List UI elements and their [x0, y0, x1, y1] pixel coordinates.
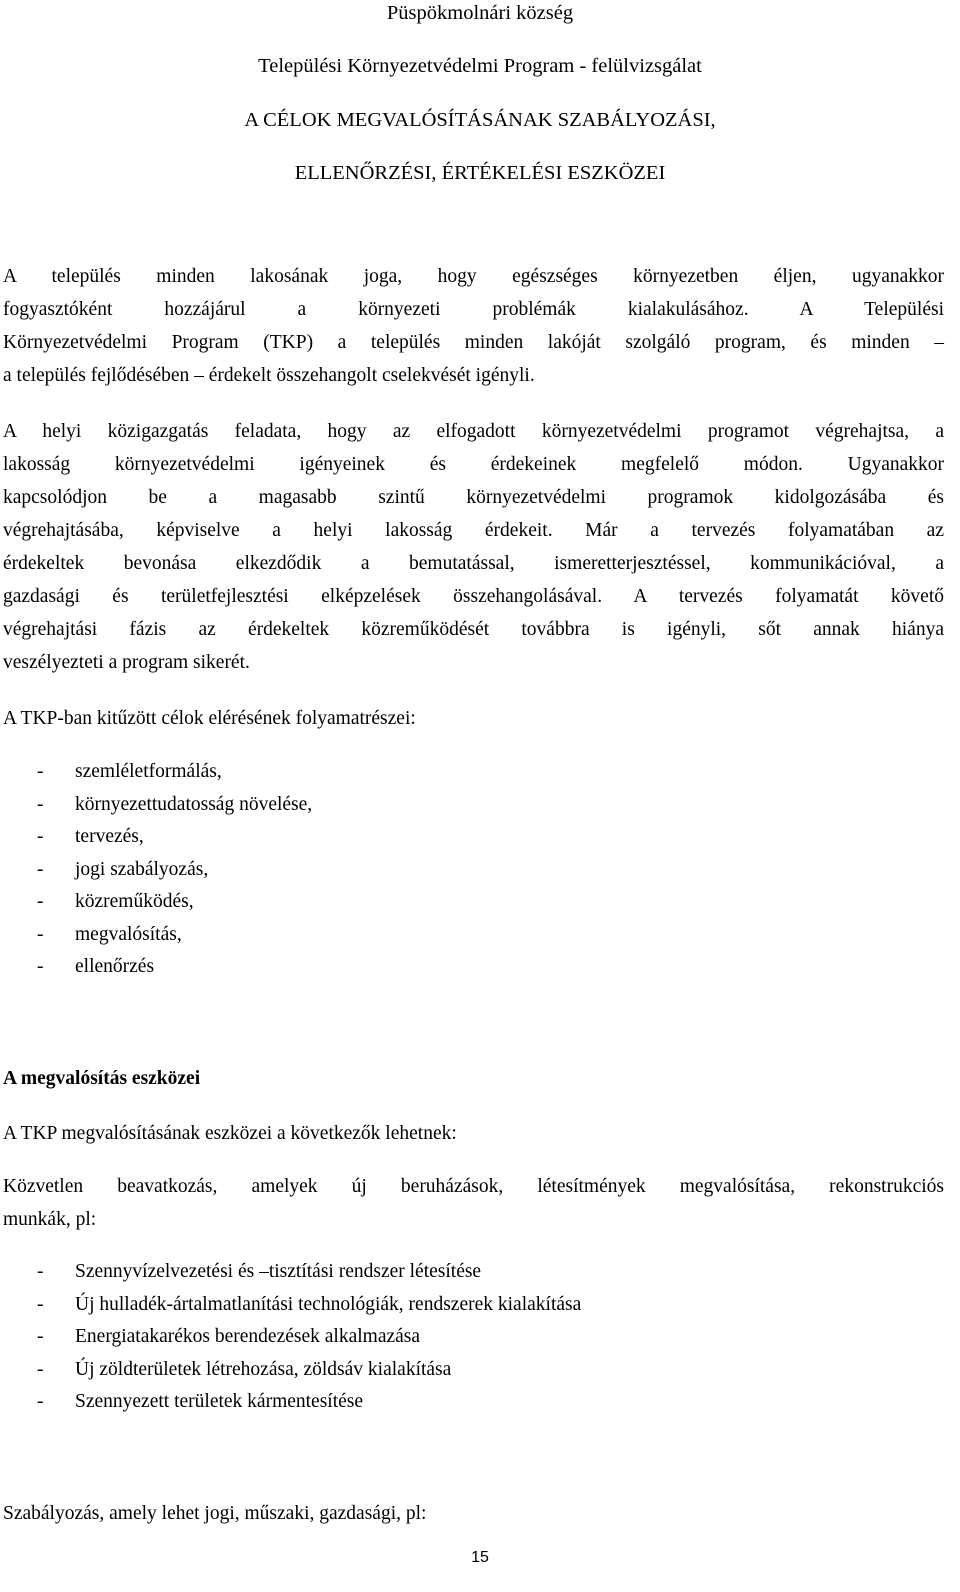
list-item-text: környezettudatosság növelése, — [75, 793, 313, 815]
list-item — [3, 1321, 581, 1354]
paragraph-line: végrehajtásába, képviselve a helyi lakosság érdekeit. Már a tervezés folyamatában az — [3, 520, 944, 541]
paragraph-line: A település minden lakosának joga, hogy egészséges környezetben éljen, ugyanakkor — [3, 266, 944, 287]
list-dash: - — [37, 1261, 44, 1282]
list-item — [3, 756, 312, 789]
paragraph-line: Közvetlen beavatkozás, amelyek új beruházások, létesítmények megvalósítása, rekonstrukciós — [3, 1176, 944, 1197]
document-title-line-2: ELLENŐRZÉSI, ÉRTÉKELÉSI ESZKÖZEI — [294, 162, 666, 184]
header-municipality: Püspökmolnári község — [386, 2, 574, 24]
list-dash: - — [37, 793, 44, 815]
paragraph-line: fogyasztóként hozzájárul a környezeti problémák kialakulásához. A Települési — [3, 299, 944, 320]
list-item-text: Új zöldterületek létrehozása, zöldsáv kialakítása — [75, 1358, 452, 1380]
closing-line: Szabályozás, amely lehet jogi, műszaki, gazdasági, pl: — [3, 1503, 427, 1524]
paragraph-line: a település fejlődésében – érdekelt összehangolt cselekvését igényli. — [3, 365, 535, 386]
list-item — [3, 1354, 581, 1387]
list-dash: - — [37, 826, 44, 847]
list-item-text: közreműködés, — [75, 891, 194, 912]
list-item — [3, 789, 312, 822]
paragraph-direct-intervention — [3, 1170, 944, 1236]
list-dash: - — [37, 1391, 44, 1412]
header-program-title: Települési Környezetvédelmi Program - felülvizsgálat — [258, 55, 702, 77]
list-dash: - — [37, 1293, 44, 1315]
list-item-text: szemléletformálás, — [75, 761, 222, 782]
paragraph-line: Környezetvédelmi Program (TKP) a település minden lakóját szolgáló program, és minden – — [3, 332, 944, 353]
paragraph-process-parts: A TKP-ban kitűzött célok elérésének folyamatrészei: — [3, 708, 416, 729]
list-item-text: Energiatakarékos berendezések alkalmazása — [75, 1326, 421, 1347]
list-item — [3, 919, 312, 952]
list-item-text: Új hulladék-ártalmatlanítási technológiák, rendszerek kialakítása — [75, 1293, 582, 1315]
list-item — [3, 886, 312, 919]
paragraph-line: érdekeltek bevonása elkezdődik a bemutatással, ismeretterjesztéssel, kommunikációval, a — [3, 553, 944, 574]
list-item-text: Szennyezett területek kármentesítése — [75, 1391, 364, 1412]
direct-intervention-list — [3, 1256, 581, 1419]
paragraph-line: lakosság környezetvédelmi igényeinek és érdekeinek megfelelő módon. Ugyanakkor — [3, 454, 944, 475]
list-item — [3, 1256, 581, 1289]
list-dash: - — [37, 761, 44, 782]
list-item — [3, 854, 312, 887]
list-item — [3, 1289, 581, 1322]
list-item-text: Szennyvízelvezetési és –tisztítási rendszer létesítése — [75, 1261, 482, 1282]
paragraph-line: gazdasági és területfejlesztési elképzelések összehangolásával. A tervezés folyamatát követő — [3, 586, 944, 607]
list-dash: - — [37, 956, 44, 977]
list-item-text: jogi szabályozás, — [75, 858, 209, 880]
list-item-text: tervezés, — [75, 826, 144, 847]
list-dash: - — [37, 891, 44, 912]
document-title-line-1: A CÉLOK MEGVALÓSÍTÁSÁNAK SZABÁLYOZÁSI, — [244, 109, 716, 131]
paragraph-line: munkák, pl: — [3, 1209, 97, 1230]
process-parts-list — [3, 756, 312, 984]
section-intro: A TKP megvalósításának eszközei a következők lehetnek: — [3, 1123, 457, 1144]
list-item — [3, 951, 312, 984]
paragraph-intro — [3, 260, 944, 392]
list-dash: - — [37, 858, 44, 880]
list-item — [3, 1386, 581, 1419]
page-number: 15 — [471, 1549, 489, 1566]
list-item-text: megvalósítás, — [75, 923, 182, 945]
list-item — [3, 821, 312, 854]
list-dash: - — [37, 1326, 44, 1347]
paragraph-line: végrehajtási fázis az érdekeltek közreműködését továbbra is igényli, sőt annak hiánya — [3, 619, 944, 640]
list-dash: - — [37, 1358, 44, 1380]
paragraph-local-government — [3, 415, 944, 679]
list-dash: - — [37, 923, 44, 945]
paragraph-line: veszélyezteti a program sikerét. — [3, 652, 250, 673]
paragraph-line: A helyi közigazgatás feladata, hogy az elfogadott környezetvédelmi programot végrehajtsa, a — [3, 421, 944, 442]
paragraph-line: kapcsolódjon be a magasabb szintű környezetvédelmi programok kidolgozásába és — [3, 487, 944, 508]
list-item-text: ellenőrzés — [75, 956, 155, 977]
section-heading: A megvalósítás eszközei — [3, 1068, 201, 1089]
